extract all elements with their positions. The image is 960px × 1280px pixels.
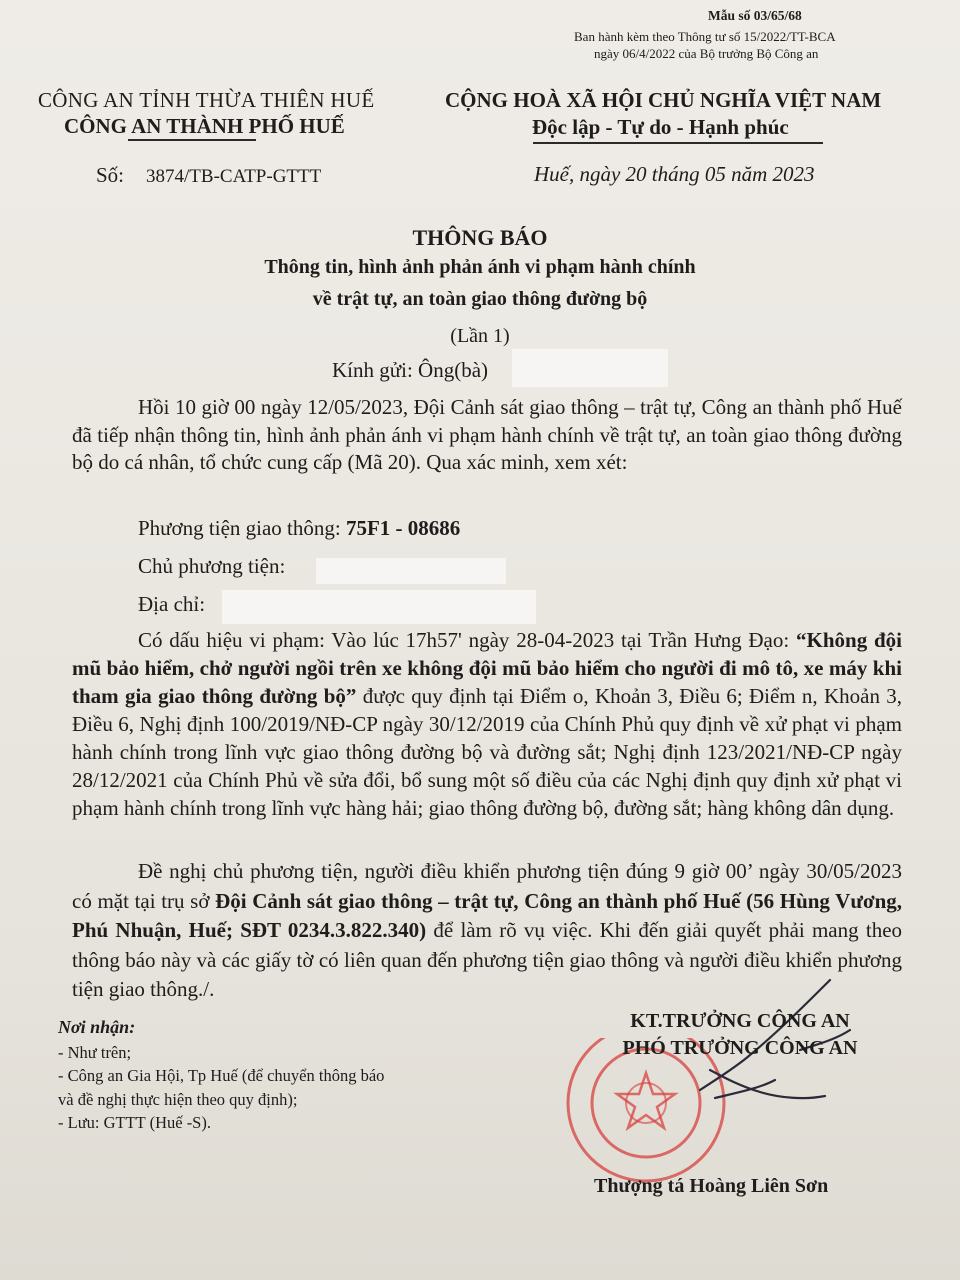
greeting: Kính gửi: Ông(bà) (332, 358, 489, 382)
redacted-address (222, 590, 536, 624)
notice-round: (Lần 1) (450, 325, 510, 347)
document-number-label: Số: (96, 163, 125, 187)
document-number (96, 163, 321, 188)
document-number-value: 3874/TB-CATP-GTTT (146, 166, 322, 187)
motto-underline (533, 142, 823, 144)
request-lead: Đề nghị chủ phương tiện, người điều khiển phương tiện đúng 9 giờ 00’ ngày 30/05/2023 có mặt tại trụ sở (72, 859, 902, 913)
national-title: CỘNG HOÀ XÃ HỘI CHỦ NGHĨA VIỆT NAM (445, 88, 882, 112)
address-field (138, 592, 205, 617)
issuing-agency-parent: CÔNG AN TỈNH THỪA THIÊN HUẾ (38, 88, 375, 112)
owner-label: Chủ phương tiện: (138, 554, 286, 578)
recipient-item: - Công an Gia Hội, Tp Huế (để chuyển thông báo (58, 1066, 385, 1085)
form-code: Mẫu số 03/65/68 (708, 8, 802, 23)
owner-field (138, 554, 285, 579)
request-location: Đội Cảnh sát giao thông – trật tự, Công an thành phố Huế (56 Hùng Vương, Phú Nhuận, Huế; SĐT 0234.3.822.340) (72, 888, 903, 943)
national-motto: Độc lập - Tự do - Hạnh phúc (532, 115, 789, 139)
address-label: Địa chỉ: (138, 592, 206, 616)
place-and-date: Huế, ngày 20 tháng 05 năm 2023 (534, 162, 815, 186)
vehicle-field (138, 516, 460, 541)
signatory-name: Thượng tá Hoàng Liên Sơn (594, 1175, 829, 1197)
document-title: THÔNG BÁO (412, 225, 548, 250)
signatory-title-line-1: KT.TRƯỞNG CÔNG AN (630, 1010, 850, 1032)
legal-reference-line-1: Ban hành kèm theo Thông tư số 15/2022/TT-BCA (574, 29, 836, 44)
paragraph-intro: Hồi 10 giờ 00 ngày 12/05/2023, Đội Cảnh sát giao thông – trật tự, Công an thành phố Huế đã tiếp nhận thông tin, hình ảnh phản ánh vi phạm hành chính về trật tự, an toàn giao thông đường bộ do cá nhân, tổ chức cung cấp (Mã 20). Qua xác minh, xem xét: (72, 395, 902, 475)
violation-legal-basis: được quy định tại Điểm o, Khoản 3, Điều 6; Điểm n, Khoản 3, Điều 6, Nghị định 100/2019/NĐ-CP ngày 30/12/2019 của Chính Phủ quy định về xử phạt vi phạm hành chính trong lĩnh vực giao thông đường bộ và đường sắt; Nghị định 123/2021/NĐ-CP ngày 28/12/2021 của Chính Phủ về sửa đổi, bổ sung một số điều của các Nghị định quy định xử phạt vi phạm hành chính trong lĩnh vực hàng hải; giao thông đường bộ, đường sắt; hàng không dân dụng. (72, 684, 902, 820)
document-subtitle-line-2: về trật tự, an toàn giao thông đường bộ (312, 288, 648, 310)
issuing-agency: CÔNG AN THÀNH PHỐ HUẾ (64, 114, 345, 138)
violation-lead: Có dấu hiệu vi phạm: Vào lúc 17h57' ngày 28-04-2023 tại Trần Hưng Đạo: (138, 628, 790, 652)
vehicle-label: Phương tiện giao thông: (138, 516, 341, 540)
legal-reference-line-2: ngày 06/4/2022 của Bộ trưởng Bộ Công an (594, 46, 819, 61)
agency-underline (128, 139, 256, 141)
legal-reference (574, 28, 836, 62)
recipients-heading: Nơi nhận: (58, 1017, 136, 1037)
recipient-item: - Như trên; (58, 1042, 132, 1062)
redacted-recipient-name (512, 349, 668, 387)
document-subtitle-line-1: Thông tin, hình ảnh phản ánh vi phạm hành chính (264, 256, 696, 278)
signatory-title-line-2: PHÓ TRƯỞNG CÔNG AN (622, 1037, 858, 1059)
request-details: để làm rõ vụ việc. Khi đến giải quyết phải mang theo thông báo này và các giấy tờ có liên quan đến phương tiện giao thông và người điều khiển phương tiện giao thông./. (72, 918, 903, 1002)
violation-description: “Không đội mũ bảo hiểm, chở người ngồi trên xe không đội mũ bảo hiểm cho người đi mô tô, xe máy khi tham gia giao thông đường bộ” (72, 628, 903, 708)
vehicle-plate: 75F1 - 08686 (345, 516, 461, 540)
recipient-item-continued: và đề nghị thực hiện theo quy định); (58, 1089, 298, 1109)
recipient-item: - Lưu: GTTT (Huế -S). (58, 1113, 211, 1132)
paragraph-violation (72, 626, 902, 822)
recipients-list (58, 1016, 528, 1135)
redacted-owner-name (316, 558, 506, 584)
